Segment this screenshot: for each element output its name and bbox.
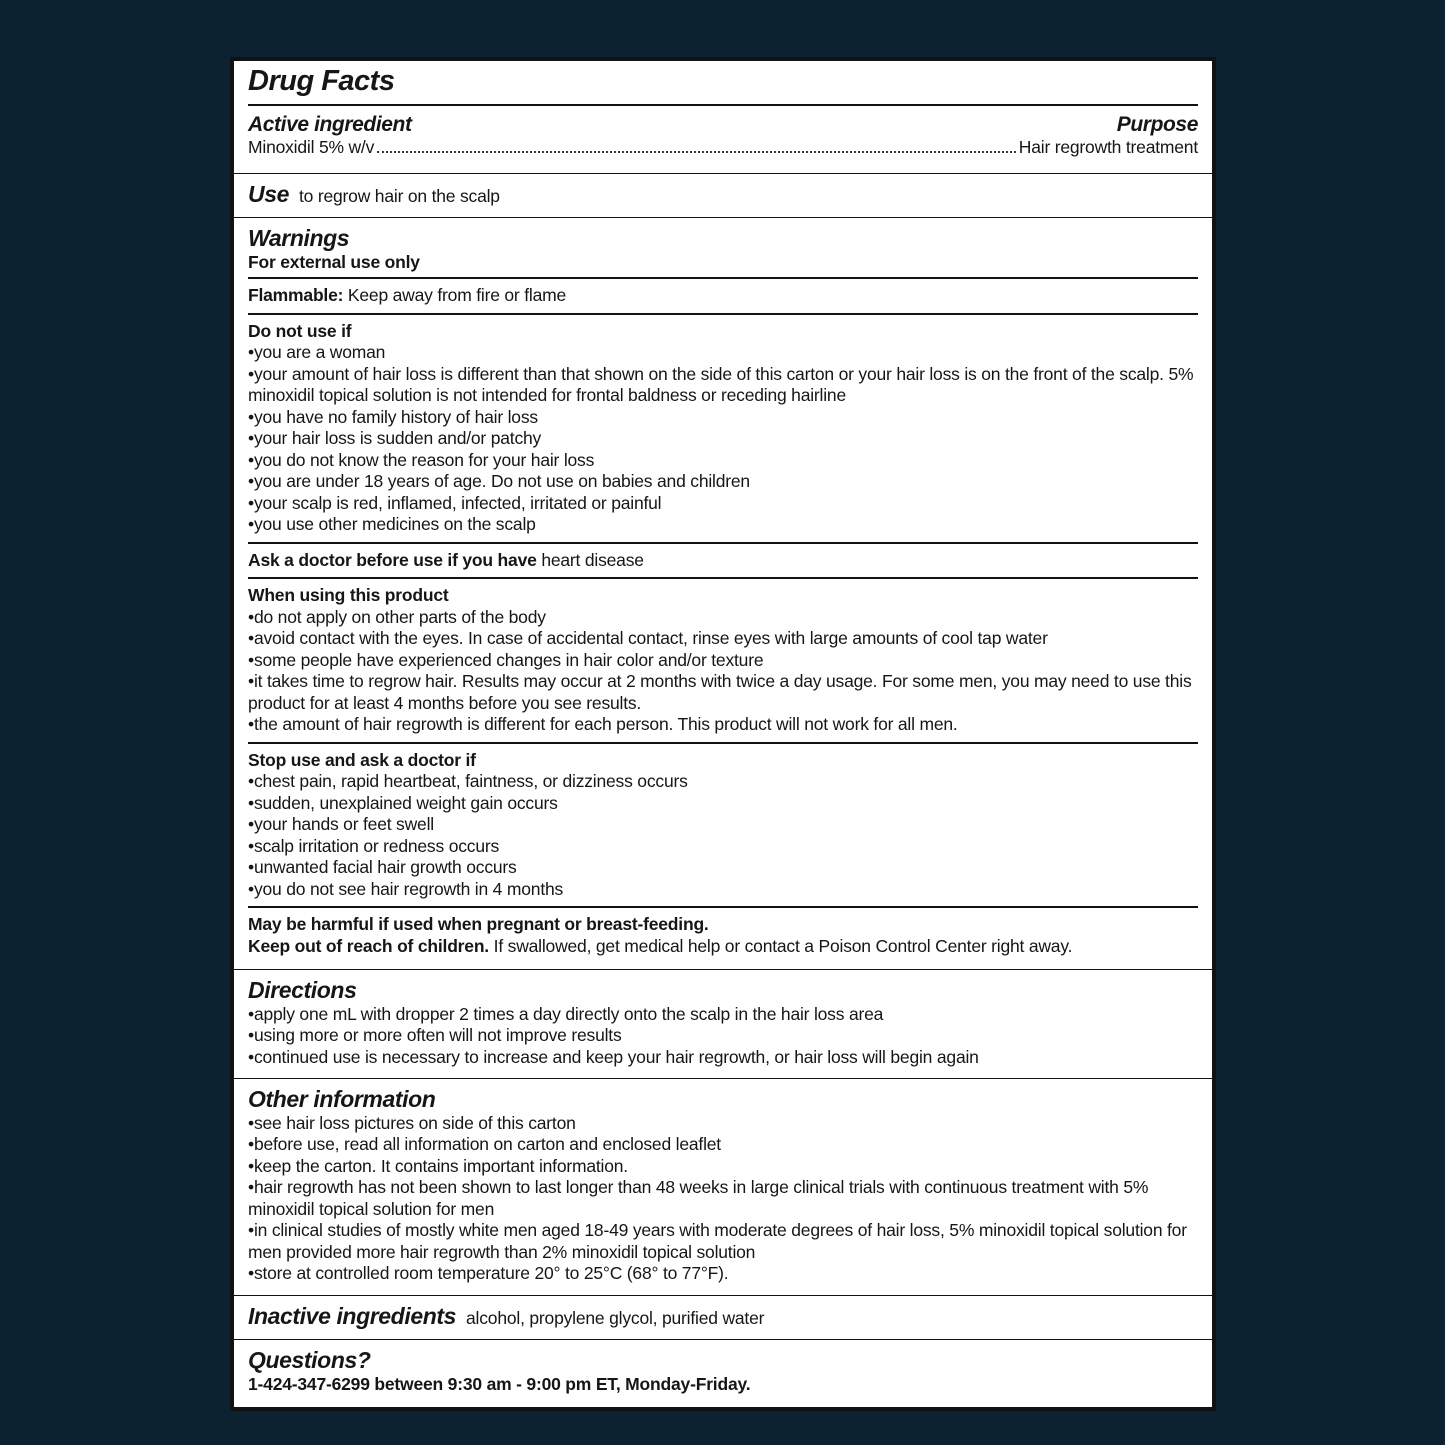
bullet-item: • keep the carton. It contains important information. — [248, 1156, 1198, 1178]
bullet-item: • scalp irritation or redness occurs — [248, 836, 1198, 858]
harmful-subsection — [248, 912, 1198, 959]
bullet-item: • your scalp is red, inflamed, infected, irritated or painful — [248, 493, 1198, 515]
bullet-item: • sudden, unexplained weight gain occurs — [248, 793, 1198, 815]
bullet-item: • you are under 18 years of age. Do not use on babies and children — [248, 471, 1198, 493]
bullet-item: • some people have experienced changes in hair color and/or texture — [248, 650, 1198, 672]
section-other-information — [234, 1081, 1212, 1293]
when-using-heading: When using this product — [248, 585, 449, 605]
harmful-text: May be harmful if used when pregnant or breast-feeding. — [248, 914, 709, 934]
warnings-heading: Warnings — [248, 225, 350, 251]
flammable-label: Flammable: — [248, 285, 344, 305]
keep-out-line — [248, 936, 1198, 958]
bullet-item: • hair regrowth has not been shown to last longer than 48 weeks in large clinical trials with continuous treatment with 5% minoxidil topical solution for men — [248, 1177, 1198, 1220]
section-inactive-ingredients — [234, 1298, 1212, 1338]
stop-use-bullets — [248, 771, 1198, 900]
bullet-item: • your hands or feet swell — [248, 814, 1198, 836]
other-information-bullets — [248, 1113, 1198, 1285]
drug-facts-panel — [230, 57, 1216, 1411]
bullet-item: • the amount of hair regrowth is different for each person. This product will not work for all men. — [248, 714, 1198, 736]
flammable-subsection — [248, 283, 1198, 309]
external-use-text: For external use only — [248, 251, 420, 272]
active-ingredient-row — [248, 135, 1198, 163]
bullet-item: • see hair loss pictures on side of this carton — [248, 1113, 1198, 1135]
purpose-heading: Purpose — [1116, 112, 1198, 136]
active-ingredient-heading: Active ingredient — [248, 112, 412, 136]
when-using-bullets — [248, 607, 1198, 736]
bullet-item: • before use, read all information on carton and enclosed leaflet — [248, 1134, 1198, 1156]
bullet-item: • you do not see hair regrowth in 4 months — [248, 879, 1198, 901]
section-questions — [234, 1342, 1212, 1407]
directions-heading: Directions — [248, 977, 357, 1003]
other-information-heading: Other information — [248, 1086, 436, 1112]
bullet-item: • you are a woman — [248, 342, 1198, 364]
do-not-use-subsection — [248, 319, 1198, 538]
ask-doctor-subsection — [248, 548, 1198, 574]
questions-heading: Questions? — [248, 1347, 371, 1373]
warnings-rule — [248, 313, 1198, 315]
bullet-item: • it takes time to regrow hair. Results may occur at 2 months with twice a day usage. For some men, you may need to use this product for at least 4 months before you see results. — [248, 671, 1198, 714]
bullet-item: • apply one mL with dropper 2 times a day directly onto the scalp in the hair loss area — [248, 1004, 1198, 1026]
bullet-item: • you do not know the reason for your hair loss — [248, 450, 1198, 472]
use-heading: Use — [248, 180, 289, 207]
bullet-item: • chest pain, rapid heartbeat, faintness, or dizziness occurs — [248, 771, 1198, 793]
bullet-item: • you have no family history of hair loss — [248, 407, 1198, 429]
bullet-item: • do not apply on other parts of the body — [248, 607, 1198, 629]
bullet-item: • using more or more often will not improve results — [248, 1025, 1198, 1047]
section-active-ingredient — [234, 61, 1212, 171]
use-row — [248, 182, 1198, 208]
inactive-ingredients-heading: Inactive ingredients — [248, 1302, 457, 1329]
warnings-rule — [248, 277, 1198, 279]
questions-phone-line: 1-424-347-6299 between 9:30 am - 9:00 pm ET, Monday-Friday. — [248, 1373, 751, 1394]
do-not-use-heading: Do not use if — [248, 320, 352, 341]
warnings-rule — [248, 542, 1198, 544]
purpose-value: Hair regrowth treatment — [1018, 137, 1198, 157]
bullet-item: • your amount of hair loss is different than that shown on the side of this carton or your hair loss is on the front of the scalp. 5% minoxidil topical solution is not intended for frontal baldness or receding hairline — [248, 364, 1198, 407]
when-using-subsection — [248, 583, 1198, 738]
bullet-item: • in clinical studies of mostly white men aged 18-49 years with moderate degrees of hair loss, 5% minoxidil topical solution for men provided more hair regrowth than 2% minoxidil topical solution — [248, 1220, 1198, 1263]
flammable-text: Keep away from fire or flame — [347, 285, 567, 305]
ask-doctor-bold: Ask a doctor before use if you have — [248, 549, 537, 570]
bullet-item: • your hair loss is sudden and/or patchy — [248, 428, 1198, 450]
ask-doctor-text: heart disease — [541, 549, 644, 570]
section-warnings — [234, 220, 1212, 967]
stop-use-heading: Stop use and ask a doctor if — [248, 749, 476, 770]
bullet-item: • avoid contact with the eyes. In case of accidental contact, rinse eyes with large amounts of cool tap water — [248, 628, 1198, 650]
stop-use-subsection — [248, 748, 1198, 903]
inactive-ingredients-row — [248, 1304, 1198, 1330]
bullet-item: • continued use is necessary to increase and keep your hair regrowth, or hair loss will begin again — [248, 1047, 1198, 1069]
use-text: to regrow hair on the scalp — [299, 185, 500, 206]
inactive-ingredients-text: alcohol, propylene glycol, purified water — [466, 1307, 765, 1328]
directions-bullets — [248, 1004, 1198, 1069]
dot-leader — [377, 151, 1016, 153]
bullet-item: • store at controlled room temperature 20° to 25°C (68° to 77°F). — [248, 1263, 1198, 1285]
active-ingredient-header-row — [248, 111, 1198, 136]
warnings-rule — [248, 577, 1198, 579]
drug-facts-title: Drug Facts — [248, 65, 395, 97]
section-use — [234, 176, 1212, 216]
do-not-use-bullets — [248, 342, 1198, 536]
bullet-item: • unwanted facial hair growth occurs — [248, 857, 1198, 879]
warnings-rule — [248, 742, 1198, 744]
warnings-rule — [248, 906, 1198, 908]
active-ingredient-name: Minoxidil 5% w/v — [248, 137, 375, 157]
keep-out-text: If swallowed, get medical help or contact a Poison Control Center right away. — [493, 935, 1073, 956]
title-rule — [248, 104, 1198, 106]
section-directions — [234, 972, 1212, 1076]
keep-out-bold: Keep out of reach of children. — [248, 935, 489, 956]
bullet-item: • you use other medicines on the scalp — [248, 514, 1198, 536]
